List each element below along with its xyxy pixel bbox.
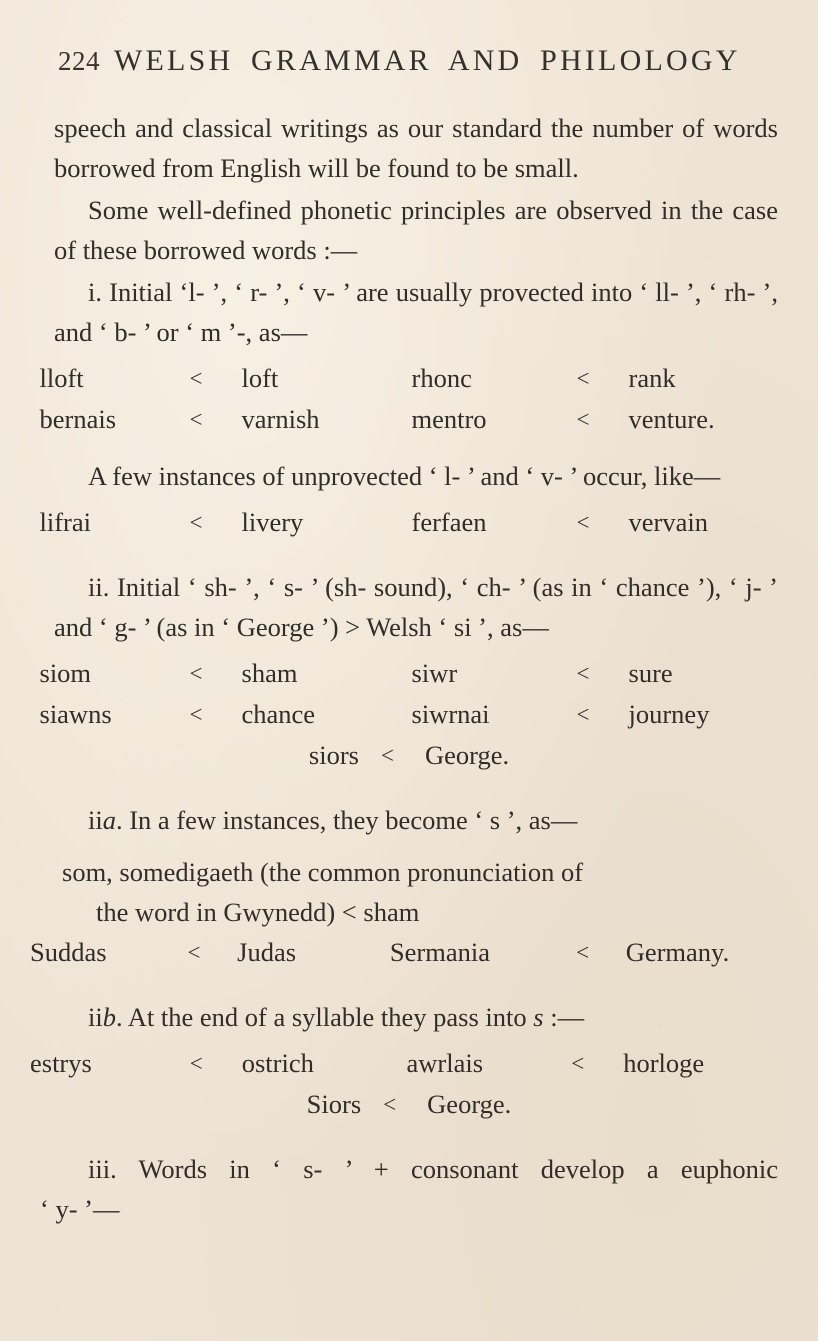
paragraph-4: A few instances of unprovected ‘ l- ’ and ‘ v- ’ occur, like— [88, 461, 721, 491]
example-row [30, 735, 788, 776]
less-than-icon: < [383, 1092, 397, 1117]
example-welsh: bernais [39, 404, 117, 434]
example-english: vervain [628, 507, 708, 537]
page-body [30, 108, 788, 1229]
example-english: journey [628, 699, 710, 729]
paragraph-3: i. Initial ‘l- ’, ‘ r- ’, ‘ v- ’ are usually provected into ‘ ll- ’, ‘ rh- ’, and ‘ b- ’ or ‘ m ’-, as— [54, 277, 778, 347]
example-english: chance [241, 699, 316, 729]
less-than-icon: < [576, 661, 590, 686]
less-than-icon: < [189, 407, 203, 432]
paragraph-6-prefix: ii [88, 805, 103, 835]
example-group-3 [30, 653, 788, 776]
less-than-icon: < [380, 743, 394, 768]
less-than-icon: < [576, 510, 590, 535]
example-row [30, 1043, 788, 1084]
example-row [30, 1084, 788, 1125]
example-english: livery [241, 507, 304, 537]
example-group-1 [30, 358, 788, 440]
page-header [58, 44, 788, 78]
example-row [30, 932, 788, 973]
example-row [30, 653, 788, 694]
example-welsh: ferfaen [411, 507, 487, 537]
example-welsh: awrlais [406, 1048, 484, 1078]
paragraph-6 [30, 800, 788, 840]
paragraph-9: iii. Words in ‘ s- ’ + consonant develop a euphonic [88, 1154, 778, 1184]
less-than-icon: < [189, 702, 203, 727]
example-row [30, 502, 788, 543]
example-welsh: Suddas [30, 937, 107, 967]
paragraph-1: speech and classical writings as our standard the number of words borrowed from English will be found to be small. [54, 113, 778, 183]
less-than-icon: < [187, 940, 201, 965]
example-english: horloge [623, 1048, 705, 1078]
paragraph-7-line-1: som, somedigaeth (the common pronunciation of [62, 857, 584, 887]
page-number: 224 [58, 46, 100, 76]
example-welsh: siawns [39, 699, 112, 729]
less-than-icon: < [576, 366, 590, 391]
paragraph-7-line-2: the word in Gwynedd) < sham [96, 897, 420, 927]
less-than-icon: < [576, 407, 590, 432]
paragraph-10: ‘ y- ’— [40, 1194, 120, 1224]
example-english: George. [427, 1089, 512, 1119]
example-english: Germany. [625, 937, 730, 967]
example-welsh: Sermania [389, 937, 490, 967]
example-welsh: siwr [411, 658, 458, 688]
less-than-icon: < [576, 702, 590, 727]
example-english: loft [241, 363, 279, 393]
example-english: sure [628, 658, 673, 688]
example-english: George. [424, 740, 510, 770]
less-than-icon: < [571, 1051, 585, 1076]
example-welsh: mentro [411, 404, 487, 434]
example-row [30, 399, 788, 440]
paragraph-8-rest: . At the end of a syllable they pass into [115, 1002, 534, 1032]
example-english: varnish [241, 404, 320, 434]
paragraph-5: ii. Initial ‘ sh- ’, ‘ s- ’ (sh- sound), ‘ ch- ’ (as in ‘ chance ’), ‘ j- ’ and ‘ g- ’ (as in ‘ George ’) > Welsh ‘ si ’, as— [54, 572, 778, 642]
example-welsh: siom [39, 658, 92, 688]
less-than-icon: < [189, 510, 203, 535]
example-group-4 [30, 932, 788, 973]
example-welsh: siwrnai [411, 699, 490, 729]
example-row [30, 694, 788, 735]
less-than-icon: < [189, 366, 203, 391]
less-than-icon: < [189, 1051, 203, 1076]
paragraph-8-italic: b [102, 1002, 116, 1032]
paragraph-8-italic-s: s [533, 1002, 544, 1032]
example-english: Judas [237, 937, 297, 967]
example-english: sham [241, 658, 298, 688]
example-english: ostrich [241, 1048, 314, 1078]
example-welsh: Siors [306, 1089, 362, 1119]
example-welsh: rhonc [411, 363, 472, 393]
example-welsh: lifrai [39, 507, 91, 537]
example-group-5 [30, 1043, 788, 1125]
example-english: venture. [628, 404, 715, 434]
paragraph-6-italic: a [102, 805, 116, 835]
paragraph-6-rest: . In a few instances, they become ‘ s ’, as— [115, 805, 578, 835]
example-group-2 [30, 502, 788, 543]
running-title: WELSH GRAMMAR AND PHILOLOGY [114, 44, 741, 77]
example-row [30, 358, 788, 399]
less-than-icon: < [189, 661, 203, 686]
example-welsh: estrys [30, 1048, 92, 1078]
example-welsh: lloft [39, 363, 84, 393]
less-than-icon: < [576, 940, 590, 965]
example-english: rank [628, 363, 676, 393]
paragraph-8 [30, 997, 788, 1037]
example-welsh: siors [308, 740, 359, 770]
paragraph-8-prefix: ii [88, 1002, 103, 1032]
paragraph-2: Some well-defined phonetic principles are observed in the case of these borrowed words :— [54, 195, 778, 265]
paragraph-8-end: :— [543, 1002, 585, 1032]
